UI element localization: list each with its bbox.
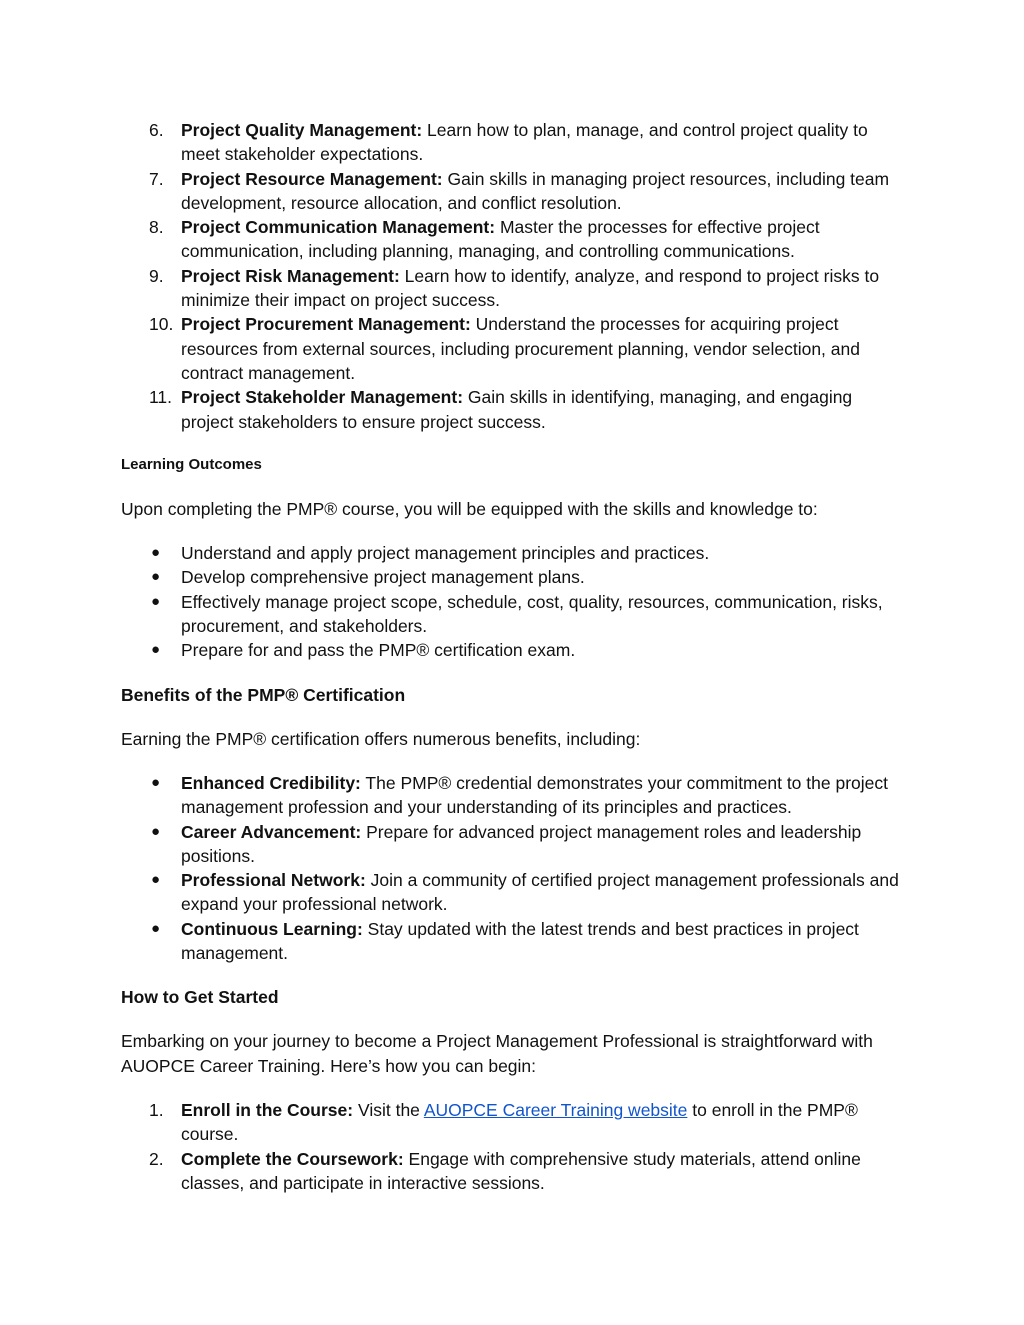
- list-item: [121, 312, 906, 385]
- list-item: [121, 1098, 906, 1147]
- list-item: [121, 638, 906, 662]
- list-item-title: Enhanced Credibility:: [181, 772, 361, 793]
- list-item: [121, 167, 906, 216]
- benefits-intro: Earning the PMP® certification offers numerous benefits, including:: [121, 728, 641, 749]
- list-item-title: Complete the Coursework:: [181, 1148, 404, 1169]
- list-item: [121, 1147, 906, 1196]
- list-number: 11.: [149, 387, 173, 408]
- list-item-title: Project Procurement Management:: [181, 314, 471, 335]
- list-item: [121, 771, 906, 820]
- list-item-title: Continuous Learning:: [181, 918, 363, 939]
- list-item-text: to enroll in the PMP® course.: [181, 1099, 858, 1145]
- list-item-title: Career Advancement:: [181, 821, 362, 842]
- list-item-text: Visit the: [353, 1099, 424, 1120]
- list-item-text: Prepare for advanced project management roles and leadership positions.: [181, 821, 862, 866]
- get-started-steps: [121, 1098, 906, 1195]
- bullet-icon: ●: [151, 822, 161, 840]
- modules-list: [121, 118, 906, 434]
- bullet-icon: ●: [151, 544, 161, 562]
- list-item-text: Stay updated with the latest trends and best practices in project management.: [181, 918, 859, 964]
- list-item-title: Project Stakeholder Management:: [181, 387, 464, 408]
- bullet-icon: ●: [151, 919, 161, 937]
- list-item: [121, 917, 906, 966]
- list-item-title: Professional Network:: [181, 870, 366, 891]
- list-item-title: Project Communication Management:: [181, 217, 496, 238]
- list-number: 1.: [149, 1099, 164, 1120]
- learning-outcomes-heading: Learning Outcomes: [121, 455, 262, 473]
- list-number: 8.: [149, 217, 164, 238]
- list-item-text: The PMP® credential demonstrates your commitment to the project management profession and your understanding of its principles and practices.: [181, 772, 888, 818]
- list-item-text: Understand the processes for acquiring project resources from external sources, including procurement planning, vendor selection, and contract management.: [181, 314, 860, 383]
- list-number: 2.: [149, 1148, 164, 1169]
- list-item-title: Project Resource Management:: [181, 168, 443, 189]
- list-item-text: Prepare for and pass the PMP® certification exam.: [181, 640, 576, 661]
- list-item-text: Learn how to plan, manage, and control project quality to meet stakeholder expectations.: [181, 120, 868, 165]
- list-item-text: Master the processes for effective project communication, including planning, managing, and controlling communications.: [181, 217, 820, 262]
- list-item-text: Learn how to identify, analyze, and respond to project risks to minimize their impact on project success.: [181, 265, 880, 311]
- list-item-text: Gain skills in identifying, managing, and engaging project stakeholders to ensure project success.: [181, 387, 853, 432]
- list-item-text: Effectively manage project scope, schedule, cost, quality, resources, communication, risks, procurement, and stakeholders.: [181, 591, 883, 637]
- benefits-list: [121, 771, 906, 965]
- list-number: 7.: [149, 168, 164, 189]
- list-item: [121, 385, 906, 434]
- list-item: [121, 820, 906, 869]
- list-item-text: Gain skills in managing project resources, including team development, resource allocation, and conflict resolution.: [181, 168, 890, 213]
- learning-outcomes-list: [121, 541, 906, 662]
- list-item: [121, 541, 906, 565]
- list-item: [121, 215, 906, 264]
- document-page: [121, 118, 906, 1195]
- get-started-heading: How to Get Started: [121, 987, 279, 1008]
- list-item: [121, 118, 906, 167]
- bullet-icon: ●: [151, 871, 161, 889]
- learning-outcomes-intro: Upon completing the PMP® course, you will be equipped with the skills and knowledge to:: [121, 498, 818, 519]
- list-item-text: Join a community of certified project management professionals and expand your professional network.: [181, 870, 899, 915]
- list-number: 9.: [149, 265, 164, 286]
- bullet-icon: ●: [151, 568, 161, 586]
- list-item-title: Project Risk Management:: [181, 265, 400, 286]
- auopce-website-link[interactable]: AUOPCE Career Training website: [423, 1099, 688, 1120]
- list-item: [121, 868, 906, 917]
- list-item-title: Enroll in the Course:: [181, 1099, 354, 1120]
- list-number: 6.: [149, 120, 164, 140]
- list-item-title: Project Quality Management:: [181, 120, 423, 140]
- get-started-intro: Embarking on your journey to become a Project Management Professional is straightforward with AUOPCE Career Training. Here’s how you can begin:: [121, 1031, 873, 1076]
- list-number: 10.: [149, 314, 174, 335]
- bullet-icon: ●: [151, 592, 161, 610]
- bullet-icon: ●: [151, 773, 161, 791]
- list-item-text: Engage with comprehensive study materials, attend online classes, and participate in interactive sessions.: [181, 1148, 861, 1193]
- benefits-heading: Benefits of the PMP® Certification: [121, 684, 406, 705]
- list-item: [121, 264, 906, 313]
- list-item-text: Develop comprehensive project management plans.: [181, 567, 585, 588]
- list-item: [121, 590, 906, 639]
- list-item-text: Understand and apply project management principles and practices.: [181, 543, 710, 564]
- list-item: [121, 565, 906, 589]
- bullet-icon: ●: [151, 641, 161, 659]
